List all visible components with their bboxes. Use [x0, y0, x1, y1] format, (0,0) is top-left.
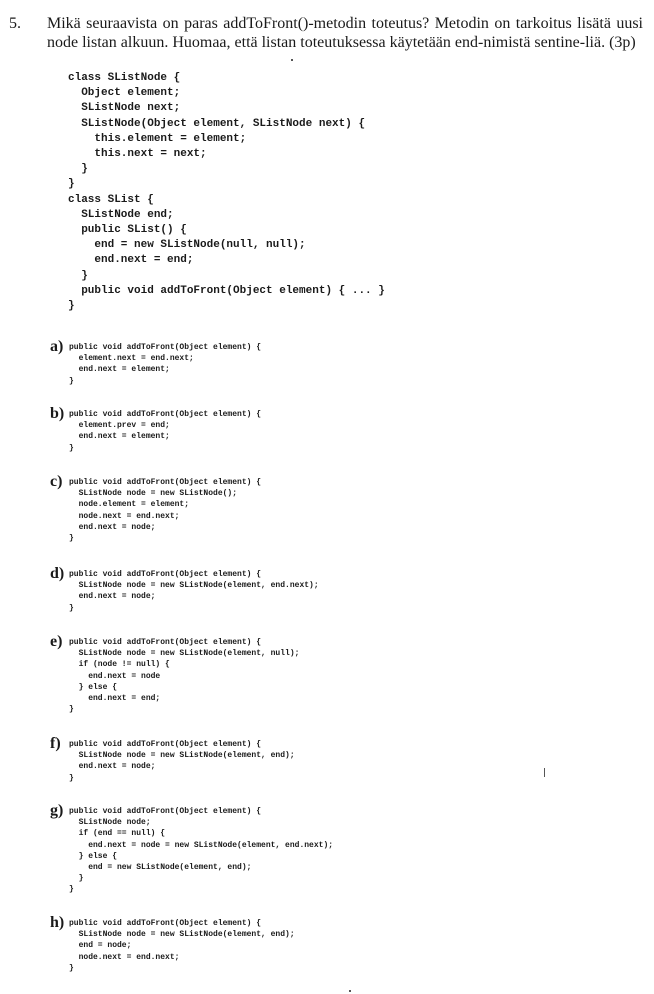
option-label: b) — [50, 405, 65, 422]
scan-speck — [349, 990, 351, 992]
option-code: public void addToFront(Object element) { SListNode node = new SListNode(); node.element = element; node.next = end.next; end.next = node; } — [69, 478, 262, 544]
option-code: public void addToFront(Object element) { SListNode node = new SListNode(element, end); end.next = node; } — [69, 740, 295, 783]
option-code: public void addToFront(Object element) { SListNode node = new SListNode(element, end.next); end.next = node; } — [69, 570, 319, 613]
question-text: Mikä seuraavista on paras addToFront()-metodin toteutus? Metodin on tarkoitus lisätä uusi node listan alkuun. Huomaa, että listan toteutuksessa käytetään end-nimistä sentine-liä. (3p) — [47, 15, 643, 51]
option-label: a) — [50, 338, 64, 355]
option-code: public void addToFront(Object element) { SListNode node = new SListNode(element, end); end = node; node.next = end.next; } — [69, 919, 295, 973]
scan-speck — [544, 768, 545, 777]
option-label: g) — [50, 802, 64, 819]
scan-speck — [291, 59, 293, 61]
option-label: e) — [50, 633, 63, 650]
option-code: public void addToFront(Object element) { element.next = end.next; end.next = element; } — [69, 343, 262, 386]
option-label: c) — [50, 473, 63, 490]
option-label: h) — [50, 914, 65, 931]
option-code: public void addToFront(Object element) { SListNode node = new SListNode(element, null); if (node != null) { end.next = node } else { end.next = end; } — [69, 638, 300, 715]
option-label: f) — [50, 735, 61, 752]
option-label: d) — [50, 565, 65, 582]
option-code: public void addToFront(Object element) { element.prev = end; end.next = element; } — [69, 410, 262, 453]
option-code: public void addToFront(Object element) { SListNode node; if (end == null) { end.next = node = new SListNode(element, end.next); } else { end = new SListNode(element, end); } } — [69, 807, 334, 895]
question-number: 5. — [9, 15, 21, 32]
class-code-block: class SListNode { Object element; SListNode next; SListNode(Object element, SListNode next) { this.element = element; this.next = next; } } class SList { SListNode end; public SList() { end = new SListNode(null, null); end.next = end; } public void addToFront(Object element) { ... } } — [68, 72, 385, 313]
